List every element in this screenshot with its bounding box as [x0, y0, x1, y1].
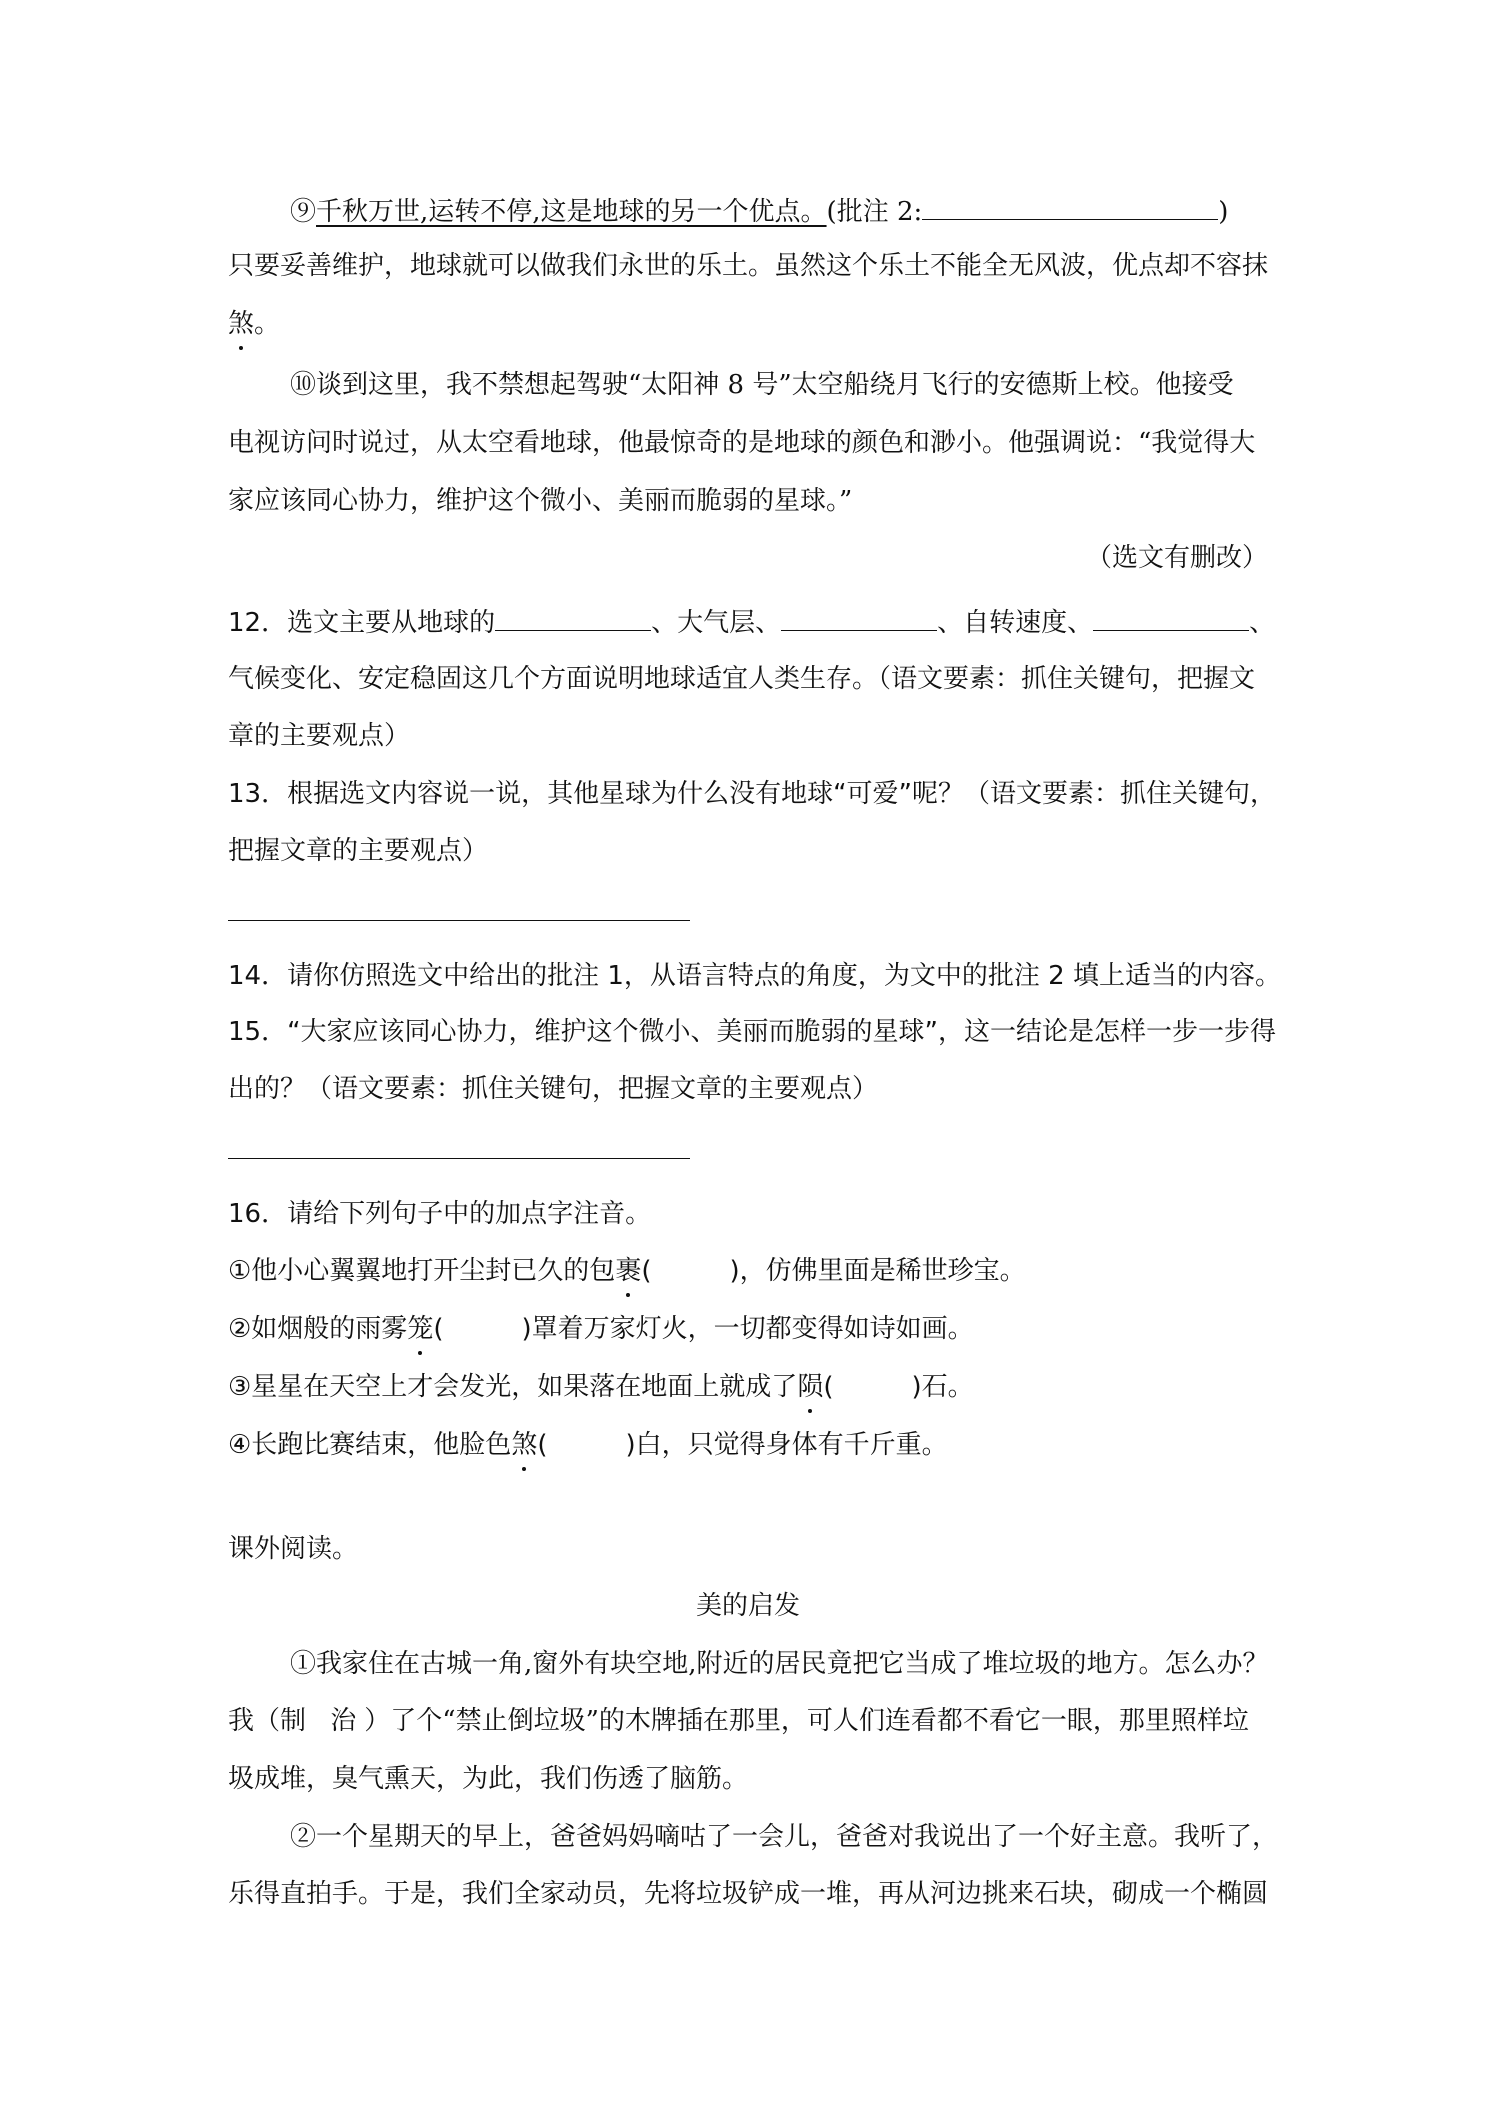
- q15-answer-line[interactable]: [228, 1158, 690, 1159]
- article-p2-line2: 乐得直拍手。于是，我们全家动员，先将垃圾铲成一堆，再从河边挑来石块，砌成一个椭圆: [228, 1879, 1269, 1909]
- q12-blank-1[interactable]: [495, 604, 651, 631]
- q12-part2: 、大气层、: [651, 608, 782, 638]
- q12-part3: 、自转速度、: [937, 608, 1094, 638]
- q16-item4-before: ④长跑比赛结束，他脸色: [228, 1430, 512, 1460]
- q16-item4-after: 白，只觉得身体有千斤重。: [635, 1430, 948, 1460]
- q12-blank-3[interactable]: [1093, 604, 1249, 631]
- emphasized-char-sha: 煞: [511, 1427, 537, 1463]
- paren-close: ): [911, 1372, 922, 1402]
- note2-open: (批注 2:: [826, 197, 923, 227]
- paren-close: ): [729, 1256, 740, 1286]
- q13-answer-line[interactable]: [228, 920, 690, 921]
- q12-blank-2[interactable]: [781, 604, 937, 631]
- emphasized-char-guo: 裹: [615, 1253, 641, 1289]
- note2-close: ): [1218, 197, 1229, 227]
- extra-reading-label: 课外阅读。: [228, 1534, 359, 1564]
- paren-open: (: [537, 1430, 548, 1460]
- para9-line3: [228, 306, 1268, 342]
- para10-line3: 家应该同心协力，维护这个微小、美丽而脆弱的星球。”: [228, 486, 853, 516]
- article-p2-line1: ②一个星期天的早上，爸爸妈妈嘀咕了一会儿，爸爸对我说出了一个好主意。我听了，: [290, 1822, 1279, 1852]
- q15-line2: 出的？（语文要素：抓住关键句，把握文章的主要观点）: [228, 1074, 879, 1104]
- article-p1-line2: [228, 1703, 1268, 1739]
- q16-item3-before: ③星星在天空上才会发光，如果落在地面上就成了: [228, 1372, 798, 1402]
- q16-item: [228, 1311, 1268, 1347]
- q16-item: [228, 1253, 1268, 1289]
- q13-line2: 把握文章的主要观点）: [228, 836, 489, 866]
- para9-line3-end: 。: [254, 309, 281, 339]
- paren-open: (: [433, 1314, 444, 1344]
- q16-item: [228, 1427, 1268, 1463]
- para10-line1: ⑩谈到这里，我不禁想起驾驶“太阳神 8 号”太空船绕月飞行的安德斯上校。他接受: [290, 370, 1234, 400]
- emphasized-char-yun: 陨: [797, 1369, 823, 1405]
- q14: 14．请你仿照选文中给出的批注 1，从语言特点的角度，为文中的批注 2 填上适当的内容。: [228, 961, 1281, 991]
- q16-title: 16．请给下列句子中的加点字注音。: [228, 1199, 652, 1229]
- note2-blank[interactable]: [922, 193, 1218, 220]
- choice-open: 我（: [228, 1706, 281, 1736]
- article-p1-line1: ①我家住在古城一角,窗外有块空地,附近的居民竟把它当成了堆垃圾的地方。怎么办？: [290, 1649, 1269, 1679]
- para9-underlined-sentence: 千秋万世,运转不停,这是地球的另一个优点。: [316, 197, 827, 227]
- q16-item2-after: 罩着万家灯火，一切都变得如诗如画。: [531, 1314, 974, 1344]
- para9-number: ⑨: [290, 197, 317, 227]
- emphasized-char-long: 笼: [407, 1311, 433, 1347]
- q16-item1-after: ，仿佛里面是稀世珍宝。: [739, 1256, 1026, 1286]
- article-p1-line3: 圾成堆，臭气熏天，为此，我们伤透了脑筋。: [228, 1764, 749, 1794]
- word-choice[interactable]: 制 治: [280, 1706, 365, 1736]
- emphasized-char-sha: 煞: [228, 306, 254, 342]
- q12-line3: 章的主要观点）: [228, 721, 411, 751]
- q12-line1: [228, 604, 1276, 641]
- paren-close: ): [625, 1430, 636, 1460]
- q16-item: [228, 1369, 1268, 1405]
- q16-item3-after: 石。: [921, 1372, 974, 1402]
- paren-open: (: [641, 1256, 652, 1286]
- q12-line2: 气候变化、安定稳固这几个方面说明地球适宜人类生存。（语文要素：抓住关键句，把握文: [228, 664, 1256, 694]
- paren-close: ): [521, 1314, 532, 1344]
- q12-part4: 、: [1249, 608, 1276, 638]
- paren-open: (: [823, 1372, 834, 1402]
- q16-item2-before: ②如烟般的雨雾: [228, 1314, 408, 1344]
- q12-prefix: 12．选文主要从地球的: [228, 608, 496, 638]
- q13-line1: 13．根据选文内容说一说，其他星球为什么没有地球“可爱”呢？（语文要素：抓住关键句，: [228, 779, 1277, 809]
- article-title: 美的启发: [695, 1591, 800, 1621]
- para10-line2: 电视访问时说过，从太空看地球，他最惊奇的是地球的颜色和渺小。他强调说：“我觉得大: [228, 428, 1256, 458]
- para9-line1: [290, 193, 1268, 230]
- article-p1-line2-rest: ）了个“禁止倒垃圾”的木牌插在那里，可人们连看都不看它一眼，那里照样垃: [364, 1706, 1249, 1736]
- source-note: （选文有删改）: [1085, 543, 1268, 573]
- q15-line1: 15．“大家应该同心协力，维护这个微小、美丽而脆弱的星球”，这一结论是怎样一步一步得: [228, 1017, 1277, 1047]
- para9-line2: 只要妥善维护，地球就可以做我们永世的乐土。虽然这个乐土不能全无风波，优点却不容抹: [228, 251, 1269, 281]
- q16-item1-before: ①他小心翼翼地打开尘封已久的包: [228, 1256, 616, 1286]
